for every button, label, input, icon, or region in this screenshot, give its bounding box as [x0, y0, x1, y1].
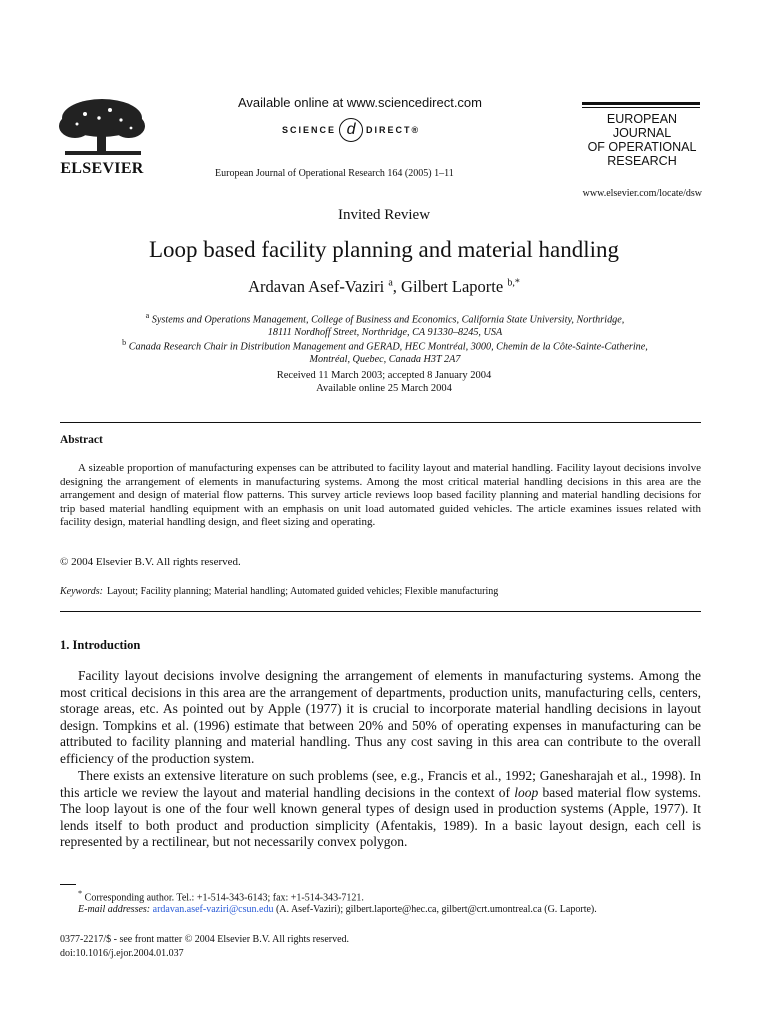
author-name: Gilbert Laporte [401, 277, 504, 296]
journal-citation: European Journal of Operational Research 164 (2005) 1–11 [215, 168, 454, 179]
abstract-body: A sizeable proportion of manufacturing expenses can be attributed to facility layout and material handling. Facility layout decisions involve designing the arrangement of elements in manufacturing systems. Among the most critical material handling decisions in this area are the arrangement and design of material flow patterns. This survey article reviews loop based facility planning and material handling decisions for trip based material handling equipment with an emphasis on unit load automated guided vehicles. The article examines issues related with facility design, material handling design, and fleet sizing and operating. [60, 462, 701, 529]
affiliation-line: Montréal, Quebec, Canada H3T 2A7 [309, 354, 461, 366]
email-link[interactable]: ardavan.asef-vaziri@csun.edu [152, 904, 274, 915]
abstract-top-rule [60, 422, 701, 423]
article-history [0, 369, 768, 395]
footnote-marker: * [78, 889, 83, 898]
keywords-label: Keywords: [60, 586, 103, 597]
journal-logo-title [582, 112, 702, 168]
footnote-rule [60, 884, 76, 885]
author-name: Ardavan Asef-Vaziri [248, 277, 385, 296]
affiliation-label: a [145, 311, 150, 320]
affiliation-b [60, 336, 710, 366]
intro-paragraph-2 [60, 768, 701, 851]
footnote-corresponding [78, 889, 364, 903]
paragraph-text: based material flow systems. The loop layout is one of the four well known general types of design used in production systems (Apple, 1977). It lends itself to both product and production simplicity (Afentakis, 1989). In a basic layout design, each cell is represented by a rectilinear, but not necessarily convex polygon. [60, 784, 701, 850]
affiliation-label: b [122, 338, 127, 347]
received-date: Received 11 March 2003; accepted 8 January 2004 [276, 370, 492, 381]
section-heading: 1. Introduction [60, 638, 141, 652]
email-rest: (A. Asef-Vaziri); gilbert.laporte@hec.ca, gilbert@crt.umontreal.ca (G. Laporte). [275, 904, 597, 915]
journal-logo-bar-thin [582, 107, 700, 108]
doi-link[interactable]: doi:10.1016/j.ejor.2004.01.037 [60, 948, 184, 959]
available-online-text: Available online at www.sciencedirect.com [238, 95, 482, 110]
sciencedirect-mark-icon: d [339, 118, 363, 142]
abstract-copyright: © 2004 Elsevier B.V. All rights reserved. [60, 556, 241, 568]
sciencedirect-left: SCIENCE [282, 125, 337, 135]
paragraph-text: There exists an extensive literature on such problems (see, e.g., Francis et al., 1992; Ganesharajah et al., 1998). In this article we review the layout and material handling decisions in the context of [60, 768, 701, 800]
author-affiliation-marker: a [388, 277, 393, 289]
keywords-list: Layout; Facility planning; Material handling; Automated guided vehicles; Flexible manufacturing [106, 586, 499, 597]
email-label: E-mail addresses: [78, 904, 151, 915]
journal-logo-line: EUROPEAN [606, 112, 678, 126]
affiliation-line: 18111 Nordhoff Street, Northridge, CA 91330–8245, USA [267, 327, 503, 339]
affiliation-a [60, 309, 710, 339]
elsevier-wordmark: ELSEVIER [60, 160, 144, 177]
article-title: Loop based facility planning and material handling [148, 237, 620, 262]
sciencedirect-logo [282, 118, 442, 142]
article-type: Invited Review [337, 207, 431, 223]
author-list: Ardavan Asef-Vaziri $^a$, Gilbert Laporte $^{b,*}$ [248, 277, 520, 296]
sciencedirect-right: DIRECT® [366, 125, 421, 135]
abstract-heading: Abstract [60, 434, 103, 446]
footnote-text: Corresponding author. Tel.: +1-514-343-6143; fax: +1-514-343-7121. [84, 892, 364, 904]
affiliation-line: Systems and Operations Management, College of Business and Economics, California State University, Northridge, [151, 314, 625, 326]
intro-paragraph-1: Facility layout decisions involve designing the arrangement of elements in manufacturing systems. Among the most critical decisions in this area are the arrangement of departments, production units, manufacturing cells, centers, storage areas, etc. As pointed out by Apple (1977) it is crucial to incorporate material handling decisions in layout design. Tompkins et al. (1996) estimate that between 20% and 50% of operating expenses in manufacturing can be attributed to facility planning and material handling. Thus any cost saving in this area can contribute to the overall efficiency of the production system. [60, 668, 701, 766]
keywords [60, 586, 498, 597]
journal-logo-line: OF OPERATIONAL [587, 140, 697, 154]
elsevier-tree-logo [55, 96, 149, 158]
journal-logo-line: JOURNAL [612, 126, 672, 140]
journal-url-link[interactable]: www.elsevier.com/locate/dsw [582, 188, 702, 199]
abstract-bottom-rule [60, 611, 701, 612]
emphasis-text: loop [514, 784, 539, 800]
journal-logo-line: RESEARCH [607, 154, 677, 168]
journal-logo-bar [582, 102, 700, 105]
available-date: Available online 25 March 2004 [316, 383, 452, 394]
author-affiliation-marker: b,* [507, 277, 520, 289]
affiliation-line: Canada Research Chair in Distribution Management and GERAD, HEC Montréal, 3000, Chemin de la Côte-Sainte-Catherine, [128, 341, 648, 353]
issn-line: 0377-2217/$ - see front matter © 2004 Elsevier B.V. All rights reserved. [60, 934, 350, 945]
footnote-email [78, 904, 597, 915]
